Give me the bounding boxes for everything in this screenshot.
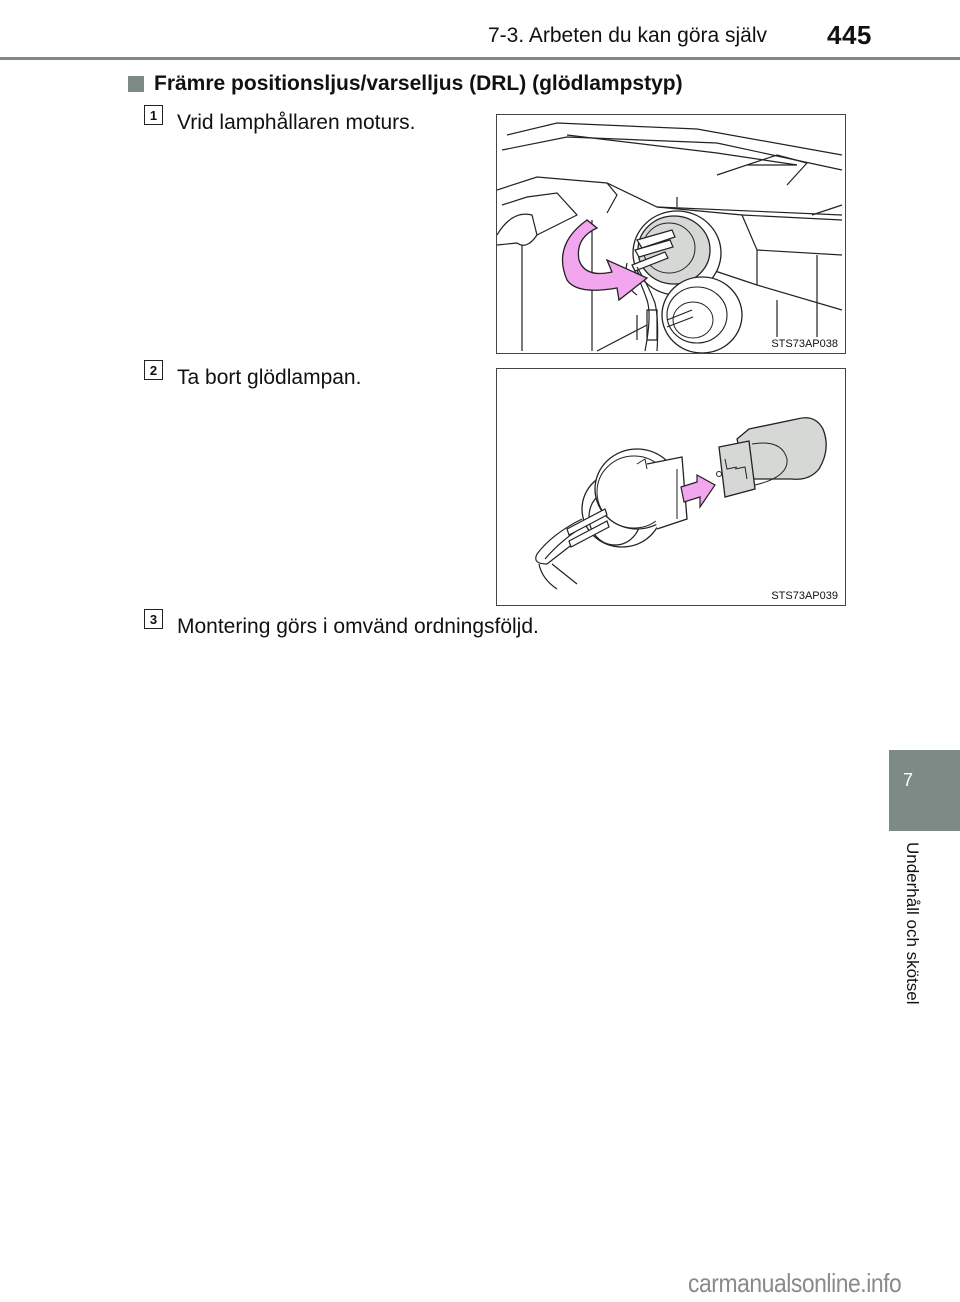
- step-number-badge: 3: [144, 609, 163, 629]
- section-heading: [128, 72, 683, 96]
- step-number-badge: 2: [144, 360, 163, 380]
- step-2: [144, 362, 362, 390]
- header-section-title: 7-3. Arbeten du kan göra själv: [488, 24, 768, 47]
- page-number: 445: [827, 20, 872, 50]
- chapter-tab: [889, 750, 960, 831]
- figure-code: STS73AP039: [771, 590, 838, 602]
- section-heading-text: Främre positionsljus/varselljus (DRL) (glödlampstyp): [154, 72, 683, 95]
- step-text: Vrid lamphållaren moturs.: [177, 111, 416, 134]
- step-number-badge: 1: [144, 105, 163, 125]
- square-bullet-icon: [128, 76, 144, 92]
- lamp-holder-illustration: [497, 115, 846, 354]
- bulb-removal-illustration: [497, 369, 846, 606]
- step-3: [144, 611, 539, 639]
- step-text: Ta bort glödlampan.: [177, 366, 362, 389]
- chapter-number: 7: [903, 770, 914, 790]
- figure-remove-bulb: [496, 368, 846, 606]
- header-divider: [0, 57, 960, 60]
- step-text: Montering görs i omvänd ordningsföljd.: [177, 615, 539, 638]
- watermark: carmanualsonline.info: [688, 1268, 902, 1298]
- step-1: [144, 107, 416, 135]
- chapter-label: Underhåll och skötsel: [903, 842, 922, 1005]
- figure-code: STS73AP038: [771, 338, 838, 350]
- figure-turn-lamp-holder: [496, 114, 846, 354]
